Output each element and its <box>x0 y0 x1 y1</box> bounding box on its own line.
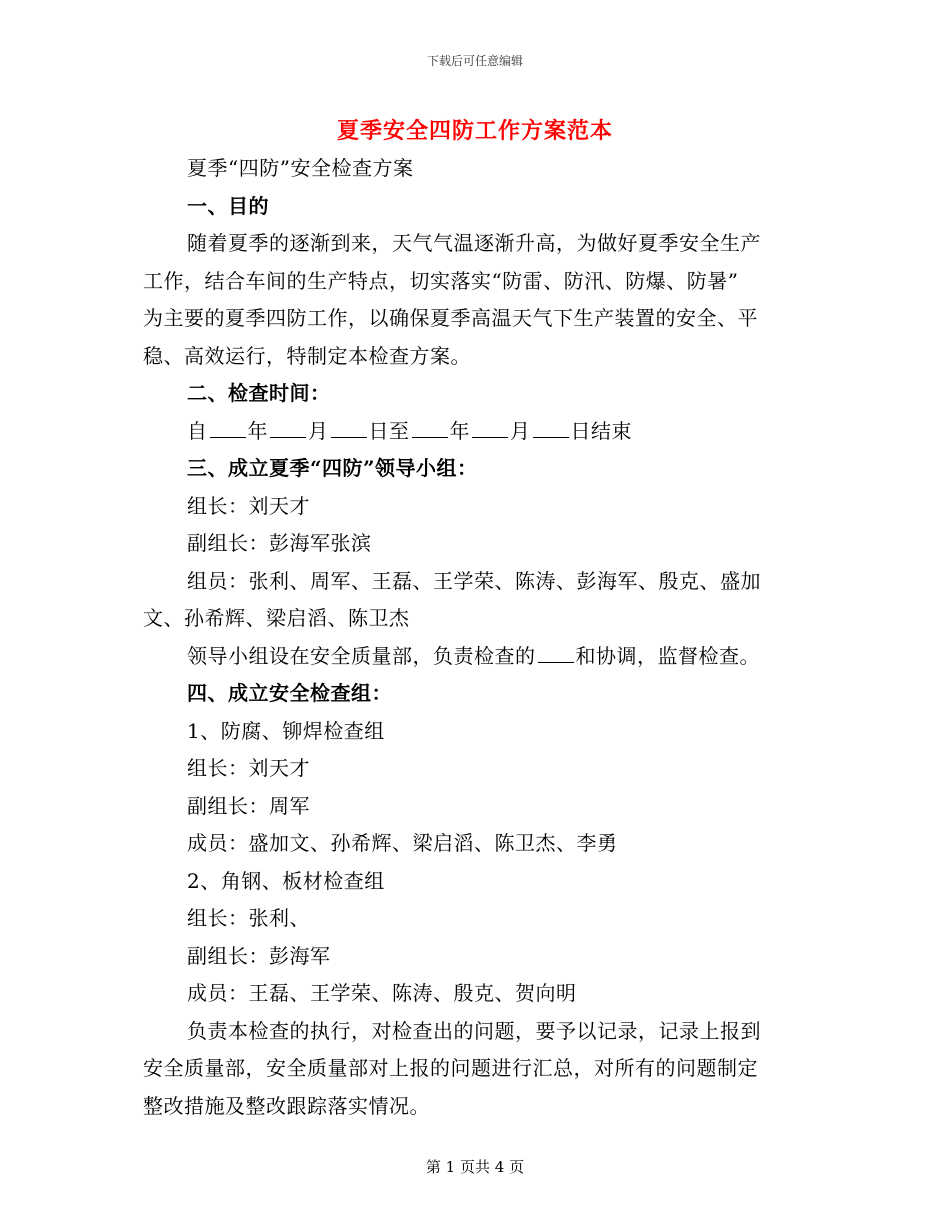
document-title: 夏季安全四防工作方案范本 <box>336 118 613 144</box>
date-text: 年 <box>247 418 268 443</box>
section-heading: 一、目的 <box>187 193 269 218</box>
paragraph-line: 稳、高效运行，特制定本检查方案。 <box>143 343 471 368</box>
section-heading: 三、成立夏季“四防”领导小组： <box>187 456 478 480</box>
paragraph-line: 随着夏季的逐渐到来，天气气温逐渐升高，为做好夏季安全生产 <box>187 231 761 255</box>
paragraph-line: 组长：刘天才 <box>187 756 310 780</box>
paragraph-line: 成员：王磊、王学荣、陈涛、殷克、贺向明 <box>187 981 577 1005</box>
paragraph-line: 负责本检查的执行，对检查出的问题，要予以记录，记录上报到 <box>187 1018 761 1043</box>
date-text: 月 <box>510 418 531 443</box>
paragraph-line: 组长：刘天才 <box>187 493 310 518</box>
date-text: 自 <box>187 418 208 443</box>
blank-fill-line <box>143 638 803 676</box>
date-blank <box>331 415 367 438</box>
paragraph-line: 工作，结合车间的生产特点，切实落实“防雷、防汛、防爆、防暑” <box>143 268 739 293</box>
line-text: 和协调，监督检查。 <box>575 643 760 668</box>
paragraph-line: 整改措施及整改跟踪落实情况。 <box>143 1093 430 1118</box>
paragraph-line: 安全质量部，安全质量部对上报的问题进行汇总，对所有的问题制定 <box>143 1056 758 1080</box>
page-header: 下载后可任意编辑 <box>426 54 523 68</box>
date-blank <box>270 415 306 438</box>
paragraph-line: 1、防腐、铆焊检查组 <box>187 718 385 743</box>
paragraph-line: 副组长：周军 <box>187 793 310 818</box>
date-text: 年 <box>449 418 470 443</box>
page-footer: 第 1 页共 4 页 <box>425 1158 525 1176</box>
paragraph-line: 文、孙希辉、梁启滔、陈卫杰 <box>143 606 410 630</box>
paragraph-line: 副组长：彭海军张滨 <box>187 531 372 555</box>
paragraph-line: 夏季“四防”安全检查方案 <box>187 156 414 180</box>
date-blank <box>412 415 448 438</box>
line-text: 领导小组设在安全质量部，负责检查的 <box>187 643 536 668</box>
date-blank <box>210 415 246 438</box>
paragraph-line: 成员：盛加文、孙希辉、梁启滔、陈卫杰、李勇 <box>187 831 618 855</box>
section-heading: 四、成立安全检查组： <box>187 681 392 705</box>
paragraph-line: 副组长：彭海军 <box>187 943 331 968</box>
document-body <box>143 150 803 1125</box>
paragraph-line: 2、角钢、板材检查组 <box>187 868 385 893</box>
paragraph-line: 组长：张利、 <box>187 906 310 930</box>
paragraph-line: 组员：张利、周军、王磊、王学荣、陈涛、彭海军、殷克、盛加 <box>187 568 761 593</box>
date-blank <box>472 415 508 438</box>
date-text: 日结束 <box>570 418 632 443</box>
section-heading: 二、检查时间： <box>187 381 331 405</box>
date-text: 月 <box>308 418 329 443</box>
fill-blank <box>538 640 574 663</box>
date-range-line <box>143 413 803 451</box>
date-blank <box>533 415 569 438</box>
date-text: 日至 <box>368 418 410 443</box>
paragraph-line: 为主要的夏季四防工作，以确保夏季高温天气下生产装置的安全、平 <box>143 306 758 330</box>
